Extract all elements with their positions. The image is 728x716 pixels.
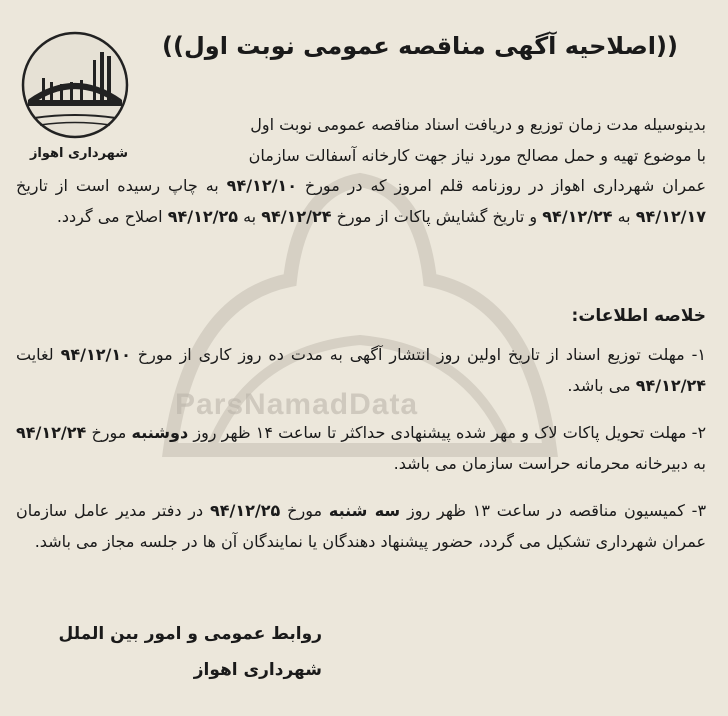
item-text: می باشد. [567, 375, 631, 395]
item-text: ۳- کمیسیون مناقصه در ساعت ۱۳ ظهر روز [406, 501, 707, 520]
intro-text: عمران شهرداری اهواز در روزنامه قلم امروز که در مورخ [304, 176, 706, 195]
item-text: لغایت [16, 345, 54, 364]
date-open-new: ۹۴/۱۲/۲۵ [167, 206, 238, 226]
summary-item-3 [16, 496, 706, 557]
item-date: ۹۴/۱۲/۲۵ [210, 501, 281, 520]
item-text: مورخ [91, 423, 127, 442]
date-from: ۹۴/۱۲/۱۷ [635, 206, 706, 226]
item-date: ۹۴/۱۲/۱۰ [60, 345, 131, 364]
item-date: ۹۴/۱۲/۲۴ [16, 423, 87, 442]
intro-text: به چاپ رسیده است از تاریخ [16, 176, 219, 195]
intro-text: و تاریخ گشایش پاکات از مورخ [336, 206, 538, 226]
intro-paragraph-top [146, 110, 706, 172]
summary-heading: خلاصه اطلاعات: [571, 306, 706, 326]
item-text: مورخ [287, 501, 323, 520]
notice-title: ((اصلاحیه آگهی مناقصه عمومی نوبت اول)) [162, 32, 678, 60]
watermark-text: ParsNamadData [175, 388, 419, 421]
signature-organization: شهرداری اهواز [193, 660, 322, 680]
summary-item-2 [16, 418, 706, 479]
intro-text: اصلاح می گردد. [56, 206, 163, 226]
intro-paragraph-rest [16, 171, 706, 232]
intro-line-2: با موضوع تهیه و حمل مصالح مورد نیاز جهت کارخانه آسفالت سازمان [248, 145, 706, 165]
intro-line-1: بدینوسیله مدت زمان توزیع و دریافت اسناد مناقصه عمومی نوبت اول [250, 115, 706, 134]
item-date: ۹۴/۱۲/۲۴ [635, 375, 706, 395]
signature-department: روابط عمومی و امور بین الملل [58, 624, 322, 644]
item-day: دوشنبه [131, 423, 189, 442]
item-text: ۲- مهلت تحویل پاکات لاک و مهر شده پیشنهادی حداکثر تا ساعت ۱۴ ظهر روز [193, 423, 707, 442]
logo-caption: شهرداری اهواز [29, 146, 129, 161]
item-text: به دبیرخانه محرمانه حراست سازمان می باشد. [393, 453, 706, 473]
date-publish: ۹۴/۱۲/۱۰ [226, 176, 297, 195]
date-to: ۹۴/۱۲/۲۴ [542, 206, 613, 226]
item-text: ۱- مهلت توزیع اسناد از تاریخ اولین روز انتشار آگهی به مدت ده روز کاری از مورخ [137, 345, 706, 364]
bridge-emblem-icon [20, 30, 130, 140]
date-open-old: ۹۴/۱۲/۲۴ [261, 206, 332, 226]
intro-text: به [617, 206, 631, 226]
item-day: سه شنبه [328, 501, 401, 520]
summary-item-1 [16, 340, 706, 401]
item-text: در دفتر مدیر عامل سازمان عمران شهرداری تشکیل می گردد، حضور پیشنهاد دهندگان یا نمایندگان آن ها در جلسه مجاز می باشد. [16, 501, 706, 551]
intro-text: به [243, 206, 257, 226]
